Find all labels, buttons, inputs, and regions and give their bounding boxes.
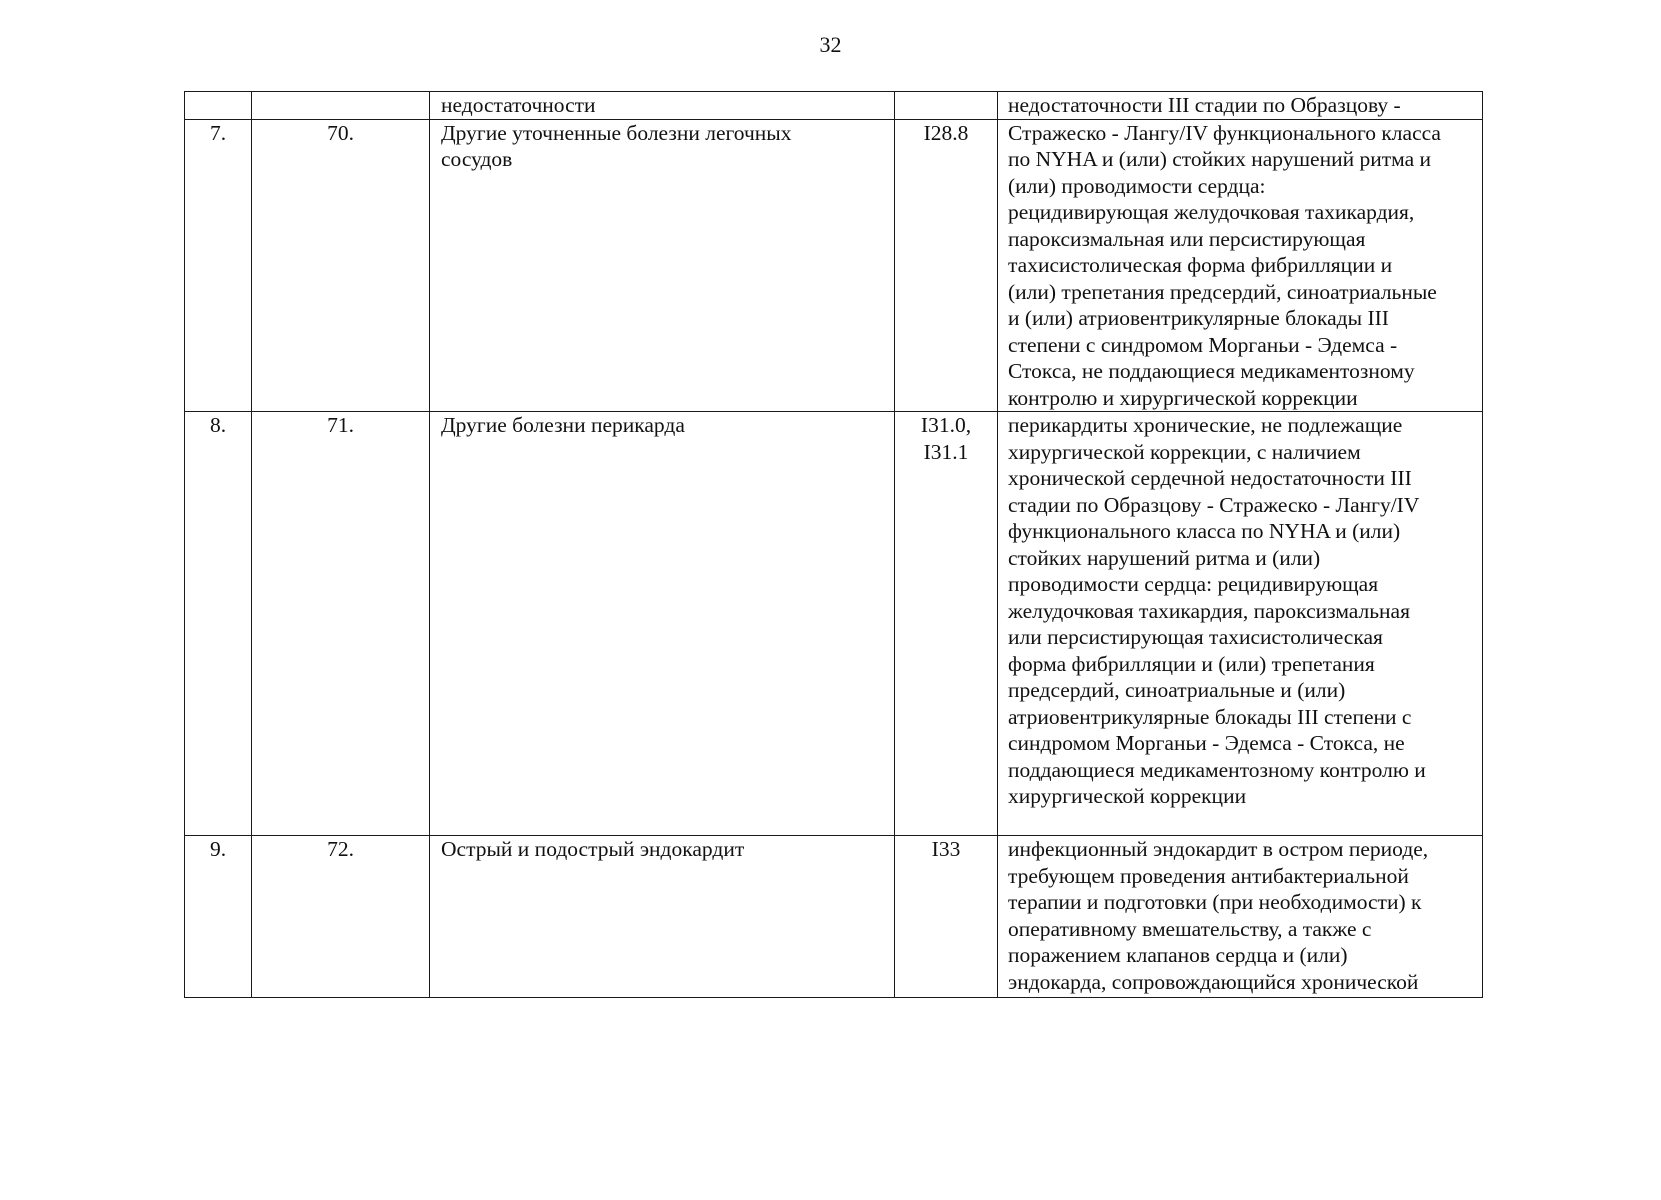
item-cell — [185, 412, 252, 836]
code-cell — [895, 119, 998, 412]
number-cell — [252, 119, 430, 412]
description-text: перикардиты хронические, не подлежащие хирургической коррекции, с наличием хронической сердечной недостаточности III стадии по Образцову - Стражеско - Лангу/IV функционального класса по NYHA и (или) стойких нарушений ритма и (или) проводимости сердца: рецидивирующая желудочковая тахикардия, пароксизмальная или персистирующая тахисистолическая форма фибрилляции и (или) трепетания предсердий, синоатриальные и (или) атриовентрикулярные блокады III степени с синдромом Морганьи - Эдемса - Стокса, не поддающиеся медикаментозному контролю и хирургической коррекции — [1008, 413, 1426, 808]
table-row — [185, 836, 1483, 998]
disease-name: недостаточности — [441, 93, 596, 117]
code-cell — [895, 92, 998, 120]
table-row — [185, 92, 1483, 120]
description-cell — [998, 412, 1483, 836]
description-cell — [998, 92, 1483, 120]
item-cell — [185, 836, 252, 998]
table-row — [185, 119, 1483, 412]
item-cell — [185, 92, 252, 120]
disease-name: Другие болезни перикарда — [441, 413, 685, 437]
name-cell — [430, 412, 895, 836]
page-number: 32 — [819, 32, 842, 57]
item-number: 8. — [209, 413, 227, 437]
description-cell — [998, 119, 1483, 412]
name-cell — [430, 119, 895, 412]
item-number: 7. — [209, 120, 227, 145]
item-number: 9. — [209, 837, 227, 861]
disease-name: Острый и подострый эндокардит — [441, 837, 745, 861]
description-text: Стражеско - Лангу/IV функционального класса по NYHA и (или) стойких нарушений ритма и (или) проводимости сердца: рецидивирующая желудочковая тахикардия, пароксизмальная или персистирующая тахисистолическая форма фибрилляции и (или) трепетания предсердий, синоатриальные и (или) атриовентрикулярные блокады III степени с синдромом Морганьи - Эдемса - Стокса, не поддающиеся медикаментозному контролю и хирургической коррекции — [1008, 120, 1441, 410]
disease-table — [184, 91, 1483, 998]
name-cell — [430, 92, 895, 120]
description-text: инфекционный эндокардит в остром периоде, требующем проведения антибактериальной терапии и подготовки (при необходимости) к оперативному вмешательству, а также с поражением клапанов сердца и (или) эндокарда, сопровождающийся хронической — [1008, 837, 1429, 994]
code-cell — [895, 836, 998, 998]
description-cell — [998, 836, 1483, 998]
row-number: 72. — [327, 837, 354, 861]
table-row — [185, 412, 1483, 836]
number-cell — [252, 412, 430, 836]
disease-name: Другие уточненные болезни легочных сосудов — [441, 120, 792, 171]
name-cell — [430, 836, 895, 998]
icd-code: I33 — [931, 837, 961, 861]
row-number: 70. — [327, 120, 354, 145]
number-cell — [252, 836, 430, 998]
description-text: недостаточности III стадии по Образцову - — [1008, 93, 1401, 117]
icd-code: I31.0, I31.1 — [920, 413, 972, 464]
row-number: 71. — [327, 413, 354, 437]
code-cell — [895, 412, 998, 836]
number-cell — [252, 92, 430, 120]
icd-code: I28.8 — [923, 120, 969, 145]
item-cell — [185, 119, 252, 412]
